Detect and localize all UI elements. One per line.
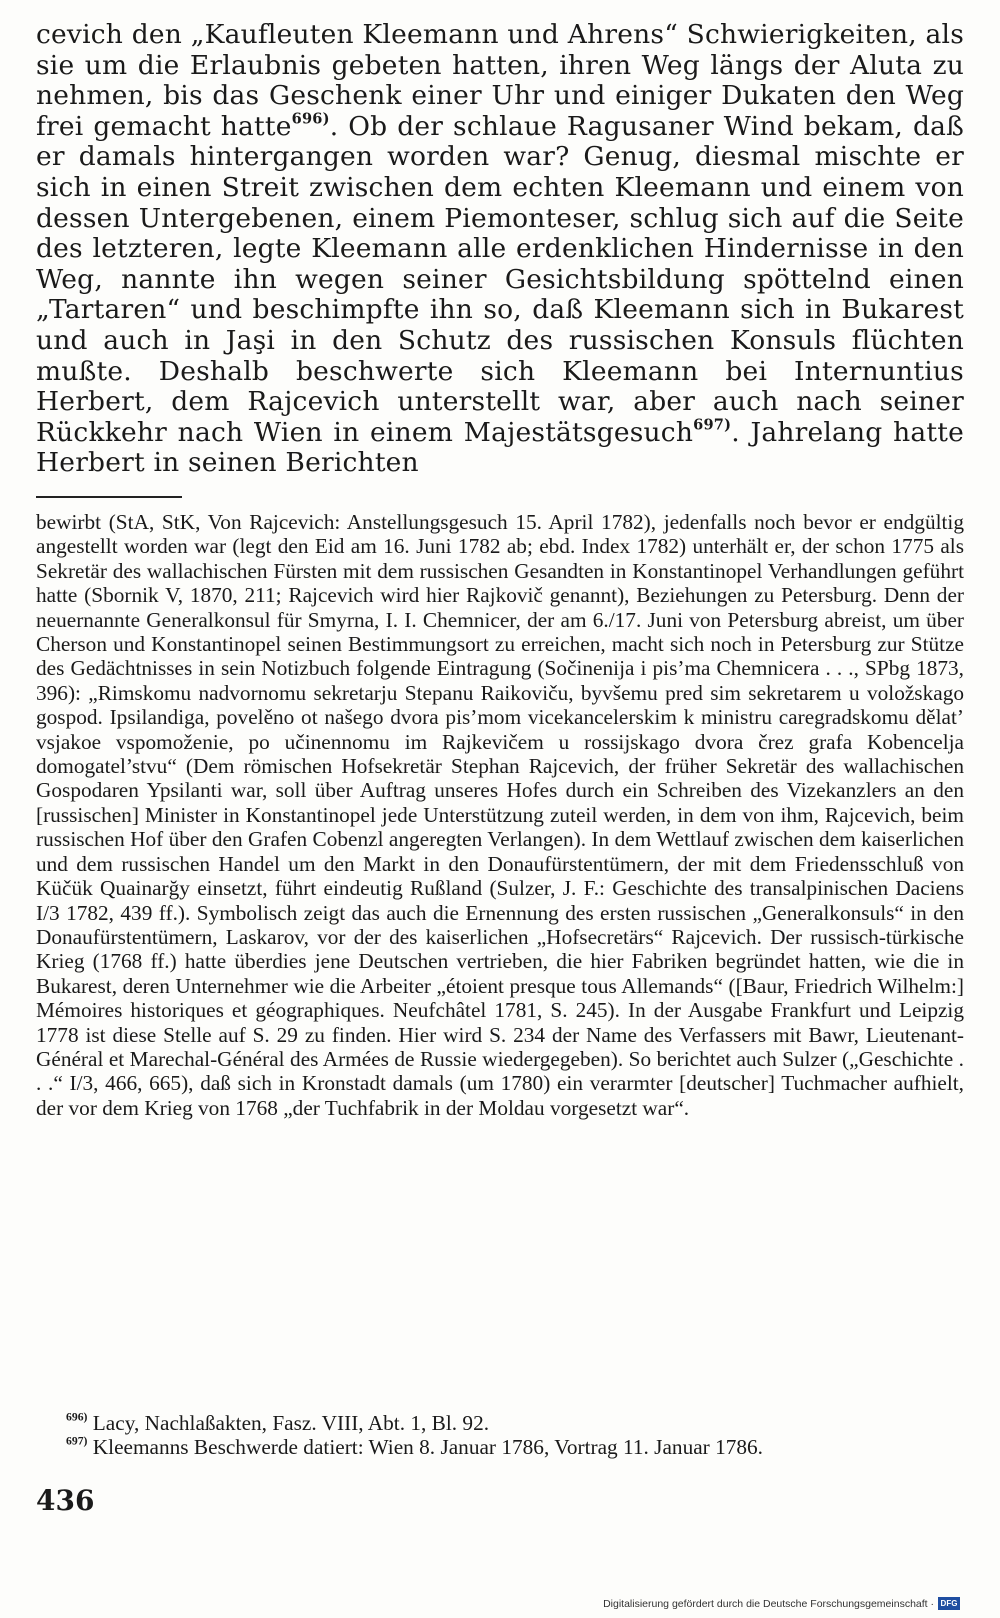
main-paragraph (36, 20, 964, 479)
dfg-logo-icon: DFG (938, 1597, 960, 1610)
footnote-697 (36, 1435, 964, 1459)
footnote-ref-696: 696) (291, 110, 330, 128)
footnote-marker: 697) (66, 1435, 88, 1449)
footnote-separator-rule (36, 496, 182, 498)
continued-footnote-text: bewirbt (StA, StK, Von Rajcevich: Anstellungsgesuch 15. April 1782), jedenfalls noch bevor er endgültig angestellt worden war (legt den Eid am 16. Juni 1782 ab; ebd. Index 1782) unterhält er, der schon 1775 als Sekretär des wallachischen Fürsten mit dem russischen Gesandten in Konstantinopel Verhandlungen geführt hatte (Sbornik V, 1870, 211; Rajcevich wird hier Rajkovič genannt), Beziehungen zu Petersburg. Denn der neuernannte Generalkonsul für Smyrna, I. I. Chemnicer, der am 6./17. Juni von Petersburg abreist, um über Cherson und Konstantinopel seinen Bestimmungsort zu erreichen, macht sich noch in Petersburg zur Stütze des Gedächtnisses in sein Notizbuch folgende Eintragung (Sočinenija i pis’ma Chemnicera . . ., SPbg 1873, 396): „Rimskomu nadvornomu sekretarju Stepanu Raikoviču, byvšemu pred sim sekretarem u voložskago gospod. Ipsilandiga, povelěno ot našego dvora pis’mom vicekancelerskim k ministru caregradskomu dělat’ vsjakoe vspomoženie, po učinennomu im Rajkevičem u rossijskago dvora črez grafa Kobencelja domogatel’stvu“ (Dem römischen Hofsekretär Stephan Rajcevich, der früher Sekretär des wallachischen Gospodaren Ypsilanti war, soll über Auftrag unseres Hofes durch ein Schreiben des Vizekanzlers an den [russischen] Minister in Konstantinopel jede Unterstützung zuteil werden, in dem von ihm, Rajcevich, beim russischen Hof über den Grafen Cobenzl angeregten Verlangen). In dem Wettlauf zwischen dem kaiserlichen und dem russischen Handel um den Markt in den Donaufürstentümern, der mit dem Friedensschluß von Küčük Quainarğy einsetzt, führt eindeutig Rußland (Sulzer, J. F.: Geschichte des transalpinischen Daciens I/3 1782, 439 ff.). Symbolisch zeigt das auch die Ernennung des ersten russischen „Generalkonsuls“ in den Donaufürstentümern, Laskarov, vor der des kaiserlichen „Hofsecretärs“ Rajcevich. Der russisch-türkische Krieg (1768 ff.) hatte überdies jene Deutschen vertrieben, die hier Fabriken begründet hatten, wie die in Bukarest, deren Unternehmer wie die Arbeiter „étoient presque tous Allemands“ ([Baur, Friedrich Wilhelm:] Mémoires historiques et géographiques. Neufchâtel 1781, S. 245). In der Ausgabe Frankfurt und Leipzig 1778 ist diese Stelle auf S. 29 zu finden. Hier wird S. 234 der Name des Verfassers mit Bawr, Lieutenant-Général et Marechal-Général des Armées de Russie wiedergegeben). So berichtet auch Sulzer („Geschichte . . .“ I/3, 466, 665), daß sich in Kronstadt damals (um 1780) ein verarmter [deutscher] Tuchmacher aufhielt, der vor dem Krieg von 1768 „der Tuchfabrik in der Moldau vorgesetzt war“. (36, 510, 964, 1120)
footnote-text: Lacy, Nachlaßakten, Fasz. VIII, Abt. 1, Bl. 92. (92, 1411, 490, 1435)
footnote-text: Kleemanns Beschwerde datiert: Wien 8. Januar 1786, Vortrag 11. Januar 1786. (92, 1435, 763, 1460)
footnote-696 (36, 1411, 964, 1435)
main-text-part-1: cevich den „Kaufleuten Kleemann und Ahrens“ Schwierigkeiten, als sie um die Erlaubnis gebeten hatten, ihren Weg längs der Aluta zu nehmen, bis das Geschenk einer Uhr und einiger Dukaten den Weg frei gemacht hatte (36, 19, 964, 142)
main-text-part-2: . Ob der schlaue Ragusaner Wind bekam, daß er damals hintergangen worden war? Genug, diesmal mischte er sich in einen Streit zwischen dem echten Kleemann und einem von dessen Untergebenen, einem Piemonteser, schlug sich auf die Seite des letzteren, legte Kleemann alle erdenklichen Hindernisse in den Weg, nannte ihn wegen seiner Gesichtsbildung spöttelnd einen „Tartaren“ und beschimpfte ihn so, daß Kleemann sich in Bukarest und auch in Jaşi in den Schutz des russischen Konsuls flüchten mußte. Deshalb beschwerte sich Kleemann bei Internuntius Herbert, dem Rajcevich unterstellt war, aber auch nach seiner Rückkehr nach Wien in einem Majestätsgesuch (36, 110, 965, 448)
footnote-list (36, 1411, 964, 1460)
page-number: 436 (36, 1484, 95, 1517)
digitization-credit: Digitalisierung gefördert durch die Deutsche Forschungsgemeinschaft · (603, 1598, 934, 1610)
main-text-part-3: . Jahrelang hatte Herbert in seinen Berichten (36, 416, 965, 479)
footnote-marker: 696) (66, 1410, 88, 1424)
footnote-ref-697: 697) (693, 416, 732, 434)
